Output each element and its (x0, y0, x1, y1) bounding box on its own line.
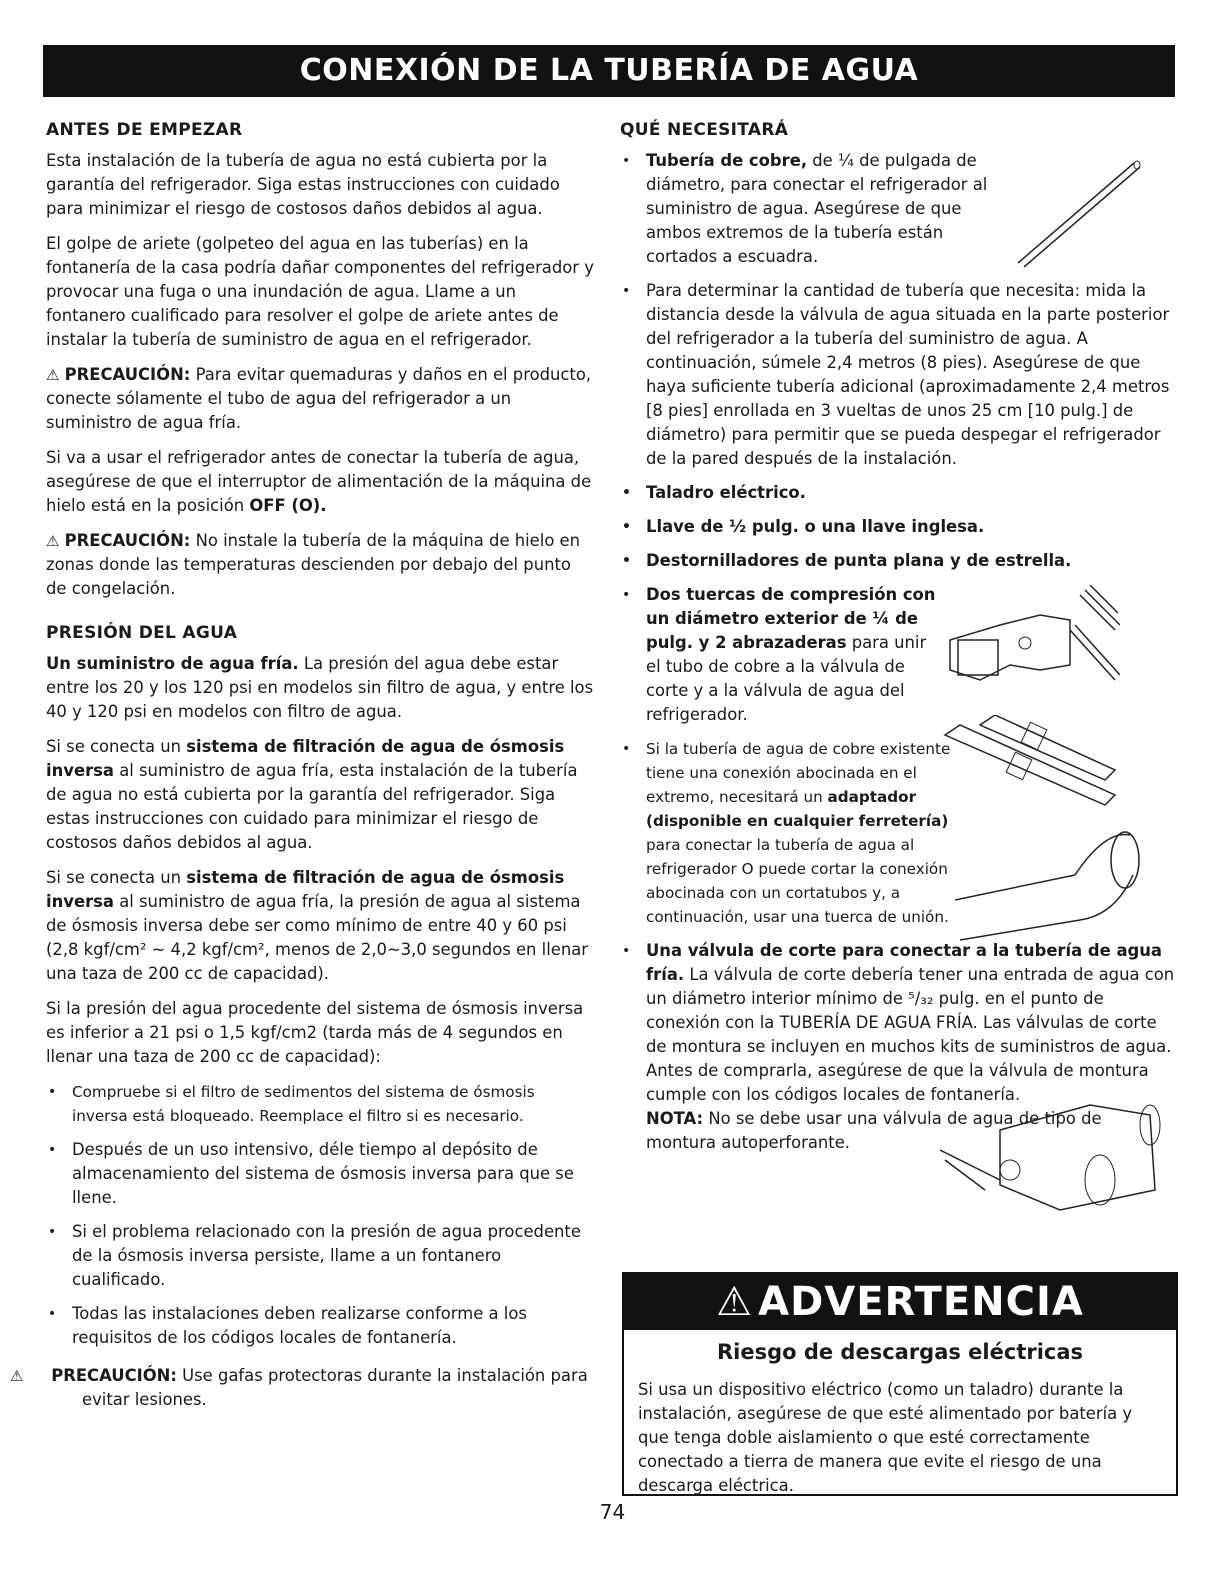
caution-2-label: PRECAUCIÓN: (64, 531, 191, 550)
copper-tubing-illustration (1010, 155, 1145, 275)
list-item-adapter (620, 737, 951, 929)
list-item-screwdrivers: • Destornilladores de punta plana y de estrella. (620, 549, 1176, 573)
antes-paragraph-3 (46, 446, 594, 518)
presion-p1-text: La presión del agua debe estar entre los 20 y los 120 psi en modelos sin filtro de agua, y entre los 40 y 120 psi en modelos con filtro de agua. (46, 654, 594, 721)
antes-paragraph-2: El golpe de ariete (golpeteo del agua en las tuberías) en la fontanería de la casa podría dañar componentes del refrigerador y provocar una fuga o una inundación de agua. Llame a un fontanero cualificado para resolver el golpe de ariete antes de instalar la tubería de suministro de agua en el refrigerador. (46, 234, 594, 349)
page-title-banner (43, 45, 1175, 97)
warning-triangle-icon: ⚠ (716, 1279, 754, 1325)
caution-1 (46, 363, 594, 435)
copper-tubing-text: de ¼ de pulgada de diámetro, para conectar el refrigerador al suministro de agua. Asegúrese de que ambos extremos de la tubería están cortados a escuadra. (646, 151, 988, 266)
que-necesitara-heading: QUÉ NECESITARÁ (620, 120, 789, 140)
presion-paragraph-4: Si la presión del agua procedente del sistema de ósmosis inversa es inferior a 21 psi o 1,5 kgf/cm2 (tarda más de 4 segundos en llenar una taza de 200 cc de capacidad): (46, 999, 584, 1066)
presion-bullet-list (46, 1080, 594, 1350)
presion-p3-bold: sistema de filtración de agua de ósmosis inversa (46, 868, 565, 911)
saddle-valve-illustration (940, 1095, 1170, 1215)
presion-p2-b: al suministro de agua fría, esta instalación de la tubería de agua no está cubierta por la garantía del refrigerador. Siga estas instrucciones con cuidado para minimizar el riesgo de costosos daños debidos al agua. (46, 761, 578, 852)
caution-3-text: Use gafas protectoras durante la instalación para evitar lesiones. (82, 1366, 588, 1409)
list-item: • Compruebe si el filtro de sedimentos del sistema de ósmosis inversa está bloqueado. Reemplace el filtro si es necesario. (46, 1080, 594, 1128)
antes-p3-bold: OFF (O). (249, 496, 327, 515)
list-item-compression-nuts (620, 583, 946, 727)
adapter-text-a: Si la tubería de agua de cobre existente tiene una conexión abocinada en el extremo, necesitará un (646, 740, 951, 806)
presion-paragraph-3 (46, 866, 594, 986)
warning-triangle-icon: ⚠ (46, 366, 60, 384)
shutoff-valve-text: La válvula de corte debería tener una entrada de agua con un diámetro interior mínimo de ⁵/₃₂ pulg. en el punto de conexión con la TUBERÍA DE AGUA FRÍA. Las válvulas de corte de montura se incluyen en muchos kits de suministros de agua. Antes de comprarla, asegúrese de que la válvula de montura cumple con los códigos locales de fontanería. (646, 965, 1175, 1104)
warning-triangle-icon: ⚠ (46, 532, 60, 550)
adapter-text-b: para conectar la tubería de agua al refrigerador O puede cortar la conexión abocinada con un cortatubos y, a continuación, usar una tuerca de unión. (646, 836, 949, 926)
antes-p3-text: Si va a usar el refrigerador antes de conectar la tubería de agua, asegúrese de que el interruptor de alimentación de la máquina de hielo está en la posición (46, 448, 592, 515)
caution-2 (46, 529, 594, 601)
shutoff-valve-bold: Una válvula de corte para conectar a la tubería de agua fría. (646, 941, 1162, 984)
caution-3: ⚠ PRECAUCIÓN: Use gafas protectoras durante la instalación para evitar lesiones. (10, 1366, 588, 1409)
presion-p2-bold: sistema de filtración de agua de ósmosis inversa (46, 737, 565, 780)
antes-heading: ANTES DE EMPEZAR (46, 120, 243, 140)
list-item-drill: • Taladro eléctrico. (620, 481, 1176, 505)
page-title: CONEXIÓN DE LA TUBERÍA DE AGUA (299, 53, 919, 88)
compression-nut-illustration (940, 715, 1120, 825)
presion-p1-bold: Un suministro de agua fría. (46, 654, 299, 673)
presion-p3-b: al suministro de agua fría, la presión de agua al sistema de ósmosis inversa debe ser como mínimo de entre 40 y 60 psi (2,8 kgf/cm² ~ 4,2 kgf/cm², menos de 2,0~3,0 segundos en llenar una taza de 200 cc de capacidad). (46, 892, 589, 983)
list-item-copper-tubing (620, 149, 991, 269)
warning-title: ADVERTENCIA (758, 1279, 1084, 1325)
warning-header (624, 1274, 1176, 1330)
presion-p3-a: Si se conecta un (46, 868, 187, 887)
list-item: • Todas las instalaciones deben realizarse conforme a los requisitos de los códigos locales de fontanería. (46, 1302, 594, 1350)
page-number: 74 (599, 1500, 626, 1524)
presion-paragraph-1 (46, 652, 594, 724)
list-item-wrench: • Llave de ½ pulg. o una llave inglesa. (620, 515, 1176, 539)
caution-2-text: No instale la tubería de la máquina de hielo en zonas donde las temperaturas descienden por debajo del punto de congelación. (46, 531, 581, 598)
compression-nuts-bold: Dos tuercas de compresión con un diámetro exterior de ¼ de pulg. y 2 abrazaderas (646, 585, 936, 652)
presion-p2-a: Si se conecta un (46, 737, 187, 756)
nota-label: NOTA: (646, 1109, 704, 1128)
presion-paragraph-2 (46, 735, 594, 855)
warning-text: Si usa un dispositivo eléctrico (como un taladro) durante la instalación, asegúrese de que esté alimentado por batería y que tenga doble aislamiento o que esté correctamente conectado a tierra de manera que evite el riesgo de una descarga eléctrica. (638, 1380, 1133, 1495)
list-item-measure: • Para determinar la cantidad de tubería que necesita: mida la distancia desde la válvula de agua situada en la parte posterior del refrigerador a la tubería del suministro de agua. A continuación, súmele 2,4 metros (8 pies). Asegúrese de que haya suficiente tubería adicional (aproximadamente 2,4 metros [8 pies] enrollada en 3 vueltas de unos 25 cm [10 pulg.] de diámetro) para permitir que se pueda despegar el refrigerador de la pared después de la instalación. (620, 279, 1176, 471)
nota-text: No se debe usar una válvula de agua de tipo de montura autoperforante. (646, 1109, 1102, 1152)
list-item: • Después de un uso intensivo, déle tiempo al depósito de almacenamiento del sistema de ósmosis inversa para que se llene. (46, 1138, 594, 1210)
caution-1-label: PRECAUCIÓN: (64, 365, 191, 384)
caution-3-label: PRECAUCIÓN: (51, 1366, 177, 1385)
antes-paragraph-1: Esta instalación de la tubería de agua no está cubierta por la garantía del refrigerador. Siga estas instrucciones con cuidado para minimizar el riesgo de costosos daños debidos al agua. (46, 151, 560, 218)
drill-illustration (940, 585, 1120, 705)
flared-tube-illustration (955, 825, 1140, 945)
caution-1-text: Para evitar quemaduras y daños en el producto, conecte sólamente el tubo de agua del refrigerador a un suministro de agua fría. (46, 365, 592, 432)
adapter-bold: adaptador (disponible en cualquier ferretería) (646, 788, 949, 830)
copper-tubing-bold: Tubería de cobre, (646, 151, 808, 170)
compression-nuts-text: para unir el tubo de cobre a la válvula de corte y a la válvula de agua del refrigerador. (646, 633, 927, 724)
warning-box (622, 1272, 1178, 1496)
left-column (10, 120, 594, 1423)
presion-heading: PRESIÓN DEL AGUA (46, 623, 238, 643)
warning-subtitle: Riesgo de descargas eléctricas (716, 1340, 1084, 1364)
list-item: • Si el problema relacionado con la presión de agua procedente de la ósmosis inversa persiste, llame a un fontanero cualificado. (46, 1220, 594, 1292)
